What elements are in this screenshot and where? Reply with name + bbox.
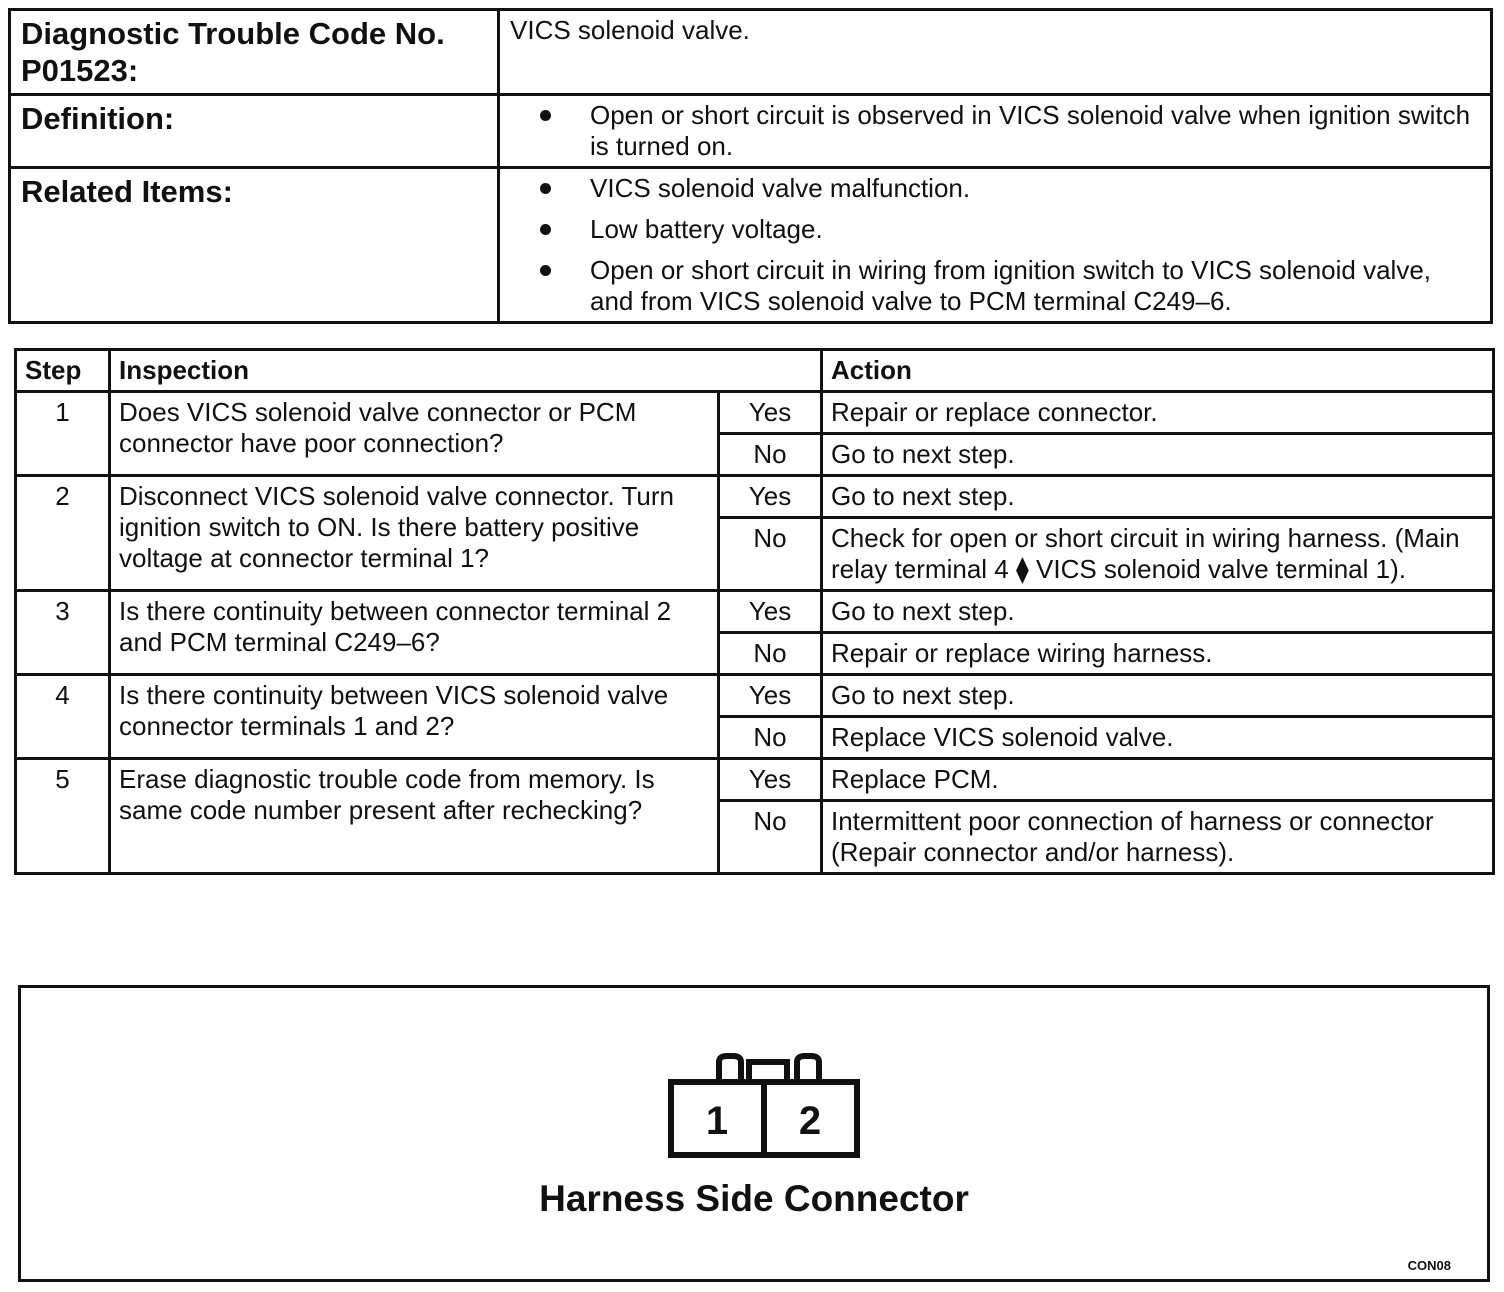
yes-action: Replace PCM. <box>822 759 1494 801</box>
step-inspection: Is there continuity between connector terminal 2 and PCM terminal C249–6? <box>110 591 719 675</box>
bullet-icon <box>510 214 590 245</box>
inspection-steps-table <box>14 348 1495 875</box>
dtc-definition-row <box>10 95 1492 168</box>
step-number: 4 <box>16 675 110 759</box>
yes-label: Yes <box>719 591 822 633</box>
yes-label: Yes <box>719 675 822 717</box>
dtc-info-table <box>8 8 1493 324</box>
connector-figure <box>18 985 1490 1282</box>
no-label: No <box>719 717 822 759</box>
step-number: 1 <box>16 392 110 476</box>
related-item-text: Low battery voltage. <box>590 214 823 244</box>
yes-action: Go to next step. <box>822 675 1494 717</box>
dtc-code-value: VICS solenoid valve. <box>499 10 1492 95</box>
inspection-header: Inspection <box>110 350 822 392</box>
step-row <box>16 591 1494 633</box>
no-action: Replace VICS solenoid valve. <box>822 717 1494 759</box>
step-inspection: Does VICS solenoid valve connector or PCM connector have poor connection? <box>110 392 719 476</box>
related-item <box>510 255 1480 317</box>
no-action: Go to next step. <box>822 434 1494 476</box>
step-inspection: Erase diagnostic trouble code from memory. Is same code number present after rechecking? <box>110 759 719 874</box>
step-number: 5 <box>16 759 110 874</box>
definition-label: Definition: <box>10 95 499 168</box>
yes-action: Go to next step. <box>822 476 1494 518</box>
no-action: Repair or replace wiring harness. <box>822 633 1494 675</box>
bullet-icon <box>510 173 590 204</box>
related-item <box>510 214 1480 245</box>
step-header: Step <box>16 350 110 392</box>
dtc-code-label: Diagnostic Trouble Code No. P01523: <box>10 10 499 95</box>
no-label: No <box>719 801 822 874</box>
definition-item-text: Open or short circuit is observed in VICS solenoid valve when ignition switch is turned on. <box>590 100 1471 161</box>
figure-id: CON08 <box>1407 1258 1451 1273</box>
step-inspection: Disconnect VICS solenoid valve connector. Turn ignition switch to ON. Is there battery positive voltage at connector terminal 1? <box>110 476 719 591</box>
related-item <box>510 173 1480 204</box>
yes-label: Yes <box>719 476 822 518</box>
yes-label: Yes <box>719 392 822 434</box>
related-item-text: Open or short circuit in wiring from ignition switch to VICS solenoid valve, and from VICS solenoid valve to PCM terminal C249–6. <box>590 255 1432 316</box>
dtc-related-row <box>10 168 1492 323</box>
related-items-list <box>499 168 1492 323</box>
yes-action: Go to next step. <box>822 591 1494 633</box>
no-action: Intermittent poor connection of harness or connector (Repair connector and/or harness). <box>822 801 1494 874</box>
no-label: No <box>719 633 822 675</box>
yes-action: Repair or replace connector. <box>822 392 1494 434</box>
connector-caption: Harness Side Connector <box>539 1178 969 1219</box>
connector-pin-2: 2 <box>798 1099 822 1143</box>
harness-connector-icon <box>661 1050 891 1170</box>
bullet-icon <box>510 100 590 162</box>
step-row <box>16 675 1494 717</box>
action-header: Action <box>822 350 1494 392</box>
related-item-text: VICS solenoid valve malfunction. <box>590 173 971 203</box>
dtc-code-row <box>10 10 1492 95</box>
step-inspection: Is there continuity between VICS solenoid valve connector terminals 1 and 2? <box>110 675 719 759</box>
related-items-label: Related Items: <box>10 168 499 323</box>
connector-pin-1: 1 <box>705 1099 729 1143</box>
definition-item <box>510 100 1480 162</box>
definition-list <box>499 95 1492 168</box>
no-label: No <box>719 434 822 476</box>
step-row <box>16 476 1494 518</box>
step-number: 2 <box>16 476 110 591</box>
step-row <box>16 759 1494 801</box>
bullet-icon <box>510 255 590 317</box>
steps-header-row <box>16 350 1494 392</box>
step-number: 3 <box>16 591 110 675</box>
no-label: No <box>719 518 822 591</box>
no-action: Check for open or short circuit in wiring harness. (Main relay terminal 4 ⧫ VICS solenoid valve terminal 1). <box>822 518 1494 591</box>
step-row <box>16 392 1494 434</box>
yes-label: Yes <box>719 759 822 801</box>
